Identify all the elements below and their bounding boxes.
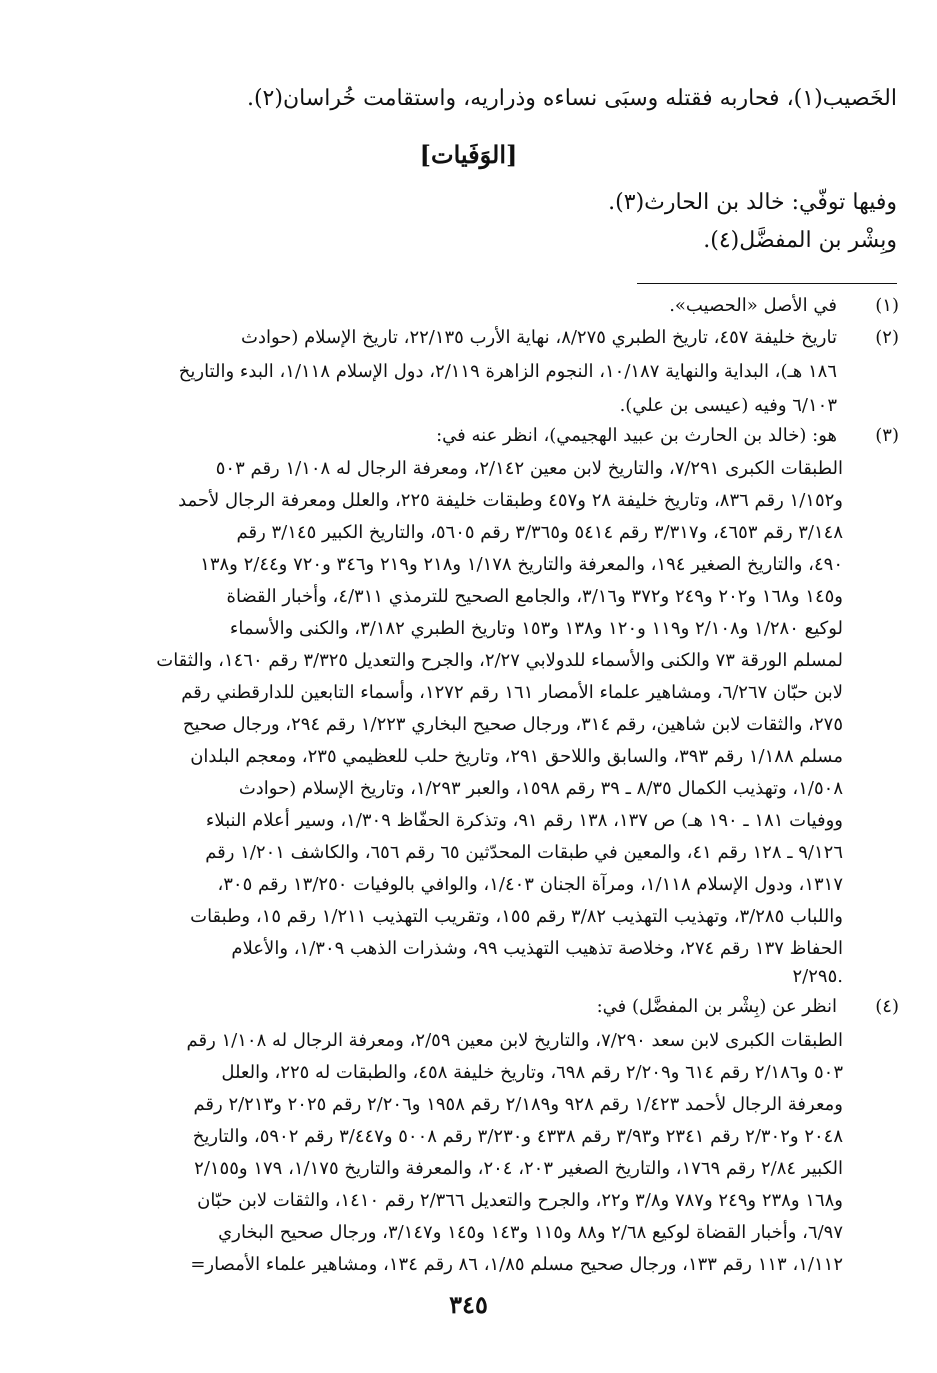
footnote-number: (١) bbox=[875, 295, 899, 316]
footnote-line: ٤٩٠، والتاريخ الصغير ١٩٤، والمعرفة والتاريخ ١/١٧٨ و٢١٨ و٢١٩ و٣٤٦ و٧٢٠ و٢/٤٤ و١٣٨ bbox=[200, 554, 843, 575]
footnote-number: (٣) bbox=[875, 425, 899, 446]
footnote-line: ٥٠٣ و٢/١٨٦ رقم ٦١٤ و٢/٢٠٩ رقم ٦٩٨، وتاريخ خليفة ٤٥٨، والطبقات له ٢٢٥، والعلل bbox=[221, 1062, 843, 1083]
footnote-line: لوكيع ١/٢٨٠ و٢/١٠٨ و١١٩ و١٢٠ و١٣٨ و١٥٣ وتاريخ الطبري ٣/١٨٢، والكنى والأسماء bbox=[229, 618, 843, 639]
footnote-line: ٩/١٢٦ ـ ١٢٨ رقم ٤١، والمعين في طبقات المحدّثين ٦٥ رقم ٦٥٦، والكاشف ١/٢٠١ رقم bbox=[205, 842, 843, 863]
footnote-line: لمسلم الورقة ٧٣ والكنى والأسماء للدولابي ٢/٢٧، والجرح والتعديل ٣/٣٢٥ رقم ١٤٦٠، والثقات bbox=[156, 650, 843, 671]
footnote-line: واللباب ٣/٢٨٥، وتهذيب التهذيب ٣/٨٢ رقم ١٥٥، وتقريب التهذيب ١/٢١١ رقم ١٥، وطبقات bbox=[190, 906, 843, 927]
footnote-line: لابن حبّان ٦/٢٦٧، ومشاهير علماء الأمصار ١٦١ رقم ١٢٧٢، وأسماء التابعين للدارقطني رقم bbox=[181, 682, 843, 703]
body-text-line: وبِشْر بن المفضَّل(٤). bbox=[703, 228, 897, 253]
footnote-line: ومعرفة الرجال لأحمد ١/٤٢٣ رقم ٩٢٨ و٢/١٨٩ رقم ١٩٥٨ و٢/٢٠٦ رقم ٢٠٢٥ و٢/٢١٣ رقم bbox=[193, 1094, 843, 1115]
footnote-line: ١٣١٧، ودول الإسلام ١/١١٨، ومرآة الجنان ١/٤٠٣، والوافي بالوفيات ١٣/٢٥٠ رقم ٣٠٥، bbox=[217, 874, 843, 895]
footnote-number: (٢) bbox=[875, 327, 899, 348]
footnote-line: و١/١٥٢ رقم ٨٣٦، وتاريخ خليفة ٢٨ و٤٥٧ وطبقات خليفة ٢٢٥، والعلل ومعرفة الرجال لأحمد bbox=[178, 490, 843, 511]
footnote-line: مسلم ١/١٨٨ رقم ٣٩٣، والسابق واللاحق ٢٩١، وتاريخ حلب للعظيمي ٢٣٥، ومعجم البلدان bbox=[190, 746, 843, 767]
footnote-line: الحفاظ ١٣٧ رقم ٢٧٤، وخلاصة تذهيب التهذيب ٩٩، وشذرات الذهب ١/٣٠٩، والأعلام bbox=[231, 938, 843, 959]
footnote-line: و١٦٨ و٢٣٨ و٢٤٩ و٧٨٧ و٣/٨ و٢٢، والجرح والتعديل ٢/٣٦٦ رقم ١٤١٠، والثقات لابن حبّان bbox=[197, 1190, 843, 1211]
footnote-line: ٢٧٥، والثقات لابن شاهين، رقم ٣١٤، ورجال صحيح البخاري ١/٢٢٣ رقم ٢٩٤، ورجال صحيح bbox=[182, 714, 843, 735]
footnote-line: ووفيات ١٨١ ـ ١٩٠ هـ) ص ١٣٧، ١٣٨ رقم ٩١، وتذكرة الحفّاظ ١/٣٠٩، وسير أعلام النبلاء bbox=[205, 810, 843, 831]
footnote-line: تاريخ خليفة ٤٥٧، تاريخ الطبري ٨/٢٧٥، نهاية الأرب ٢٢/١٣٥، تاريخ الإسلام (حوادث bbox=[241, 327, 837, 348]
footnote-line: ٦/٩٧، وأخبار القضاة لوكيع ٢/٦٨ و٨٨ و١١٥ و١٤٣ و١٤٥ و٣/١٤٧، ورجال صحيح البخاري bbox=[218, 1222, 843, 1243]
footnote-line: ٣/١٤٨ رقم ٤٦٥٣، و٣/٣١٧ رقم ٥٤١٤ و٣/٣٦٥ رقم ٥٦٠٥، والتاريخ الكبير ٣/١٤٥ رقم bbox=[236, 522, 843, 543]
body-text-line: الخَصيب(١)، فحاربه فقتله وسبَى نساءه وذراريه، واستقامت خُراسان(٢). bbox=[246, 86, 897, 111]
footnote-line: انظر عن (بِشْر بن المفضَّل) في: bbox=[596, 996, 837, 1017]
footnote-line: في الأصل «الحصيب». bbox=[669, 295, 837, 316]
footnote-line: ١٨٦ هـ)، البداية والنهاية ١٠/١٨٧، النجوم الزاهرة ٢/١١٩، دول الإسلام ١/١١٨، البدء والتاريخ bbox=[178, 361, 837, 382]
body-text-line: وفيها توفّي: خالد بن الحارث(٣). bbox=[608, 190, 897, 215]
footnote-line: الكبير ٢/٨٤ رقم ١٧٦٩، والتاريخ الصغير ٢٠٣، ٢٠٤، والمعرفة والتاريخ ١/١٧٥، ١٧٩ و٢/١٥٥ bbox=[194, 1158, 843, 1179]
footnote-line: ١/١١٢، ١١٣ رقم ١٣٣، ورجال صحيح مسلم ١/٨٥، ٨٦ رقم ١٣٤، ومشاهير علماء الأمصار= bbox=[190, 1254, 843, 1275]
footnote-number: (٤) bbox=[875, 996, 899, 1017]
footnote-line: ٦/١٠٣ وفيه (عيسى بن علي). bbox=[619, 395, 837, 416]
footnote-line: و١٤٥ و١٦٨ و٢٠٢ و٢٤٩ و٣٧٢ و٣/١٦، والجامع الصحيح للترمذي ٤/٣١١، وأخبار القضاة bbox=[226, 586, 843, 607]
footnote-line: الطبقات الكبرى ٧/٢٩١، والتاريخ لابن معين ٢/١٤٢، ومعرفة الرجال له ١/١٠٨ رقم ٥٠٣ bbox=[215, 458, 843, 479]
footnote-line: ٢٠٤٨ و٢/٣٠٢ رقم ٢٣٤١ و٣/٩٣ رقم ٤٣٣٨ و٣/٢٣٠ رقم ٥٠٠٨ و٣/٤٤٧ رقم ٥٩٠٢، والتاريخ bbox=[192, 1126, 843, 1147]
section-heading: [الوَفَيات] bbox=[419, 140, 518, 169]
footnote-line: ٢/٢٩٥. bbox=[792, 966, 843, 987]
page-number: ٣٤٥ bbox=[449, 1290, 488, 1319]
footnote-line: ١/٥٠٨، وتهذيب الكمال ٨/٣٥ ـ ٣٩ رقم ١٥٩٨، والعبر ١/٢٩٣، وتاريخ الإسلام (حوادث bbox=[238, 778, 843, 799]
footnote-separator bbox=[637, 283, 897, 284]
footnote-line: هو: (خالد بن الحارث بن عبيد الهجيمي)، انظر عنه في: bbox=[436, 425, 837, 446]
footnote-line: الطبقات الكبرى لابن سعد ٧/٢٩٠، والتاريخ لابن معين ٢/٥٩، ومعرفة الرجال له ١/١٠٨ رقم bbox=[186, 1030, 843, 1051]
